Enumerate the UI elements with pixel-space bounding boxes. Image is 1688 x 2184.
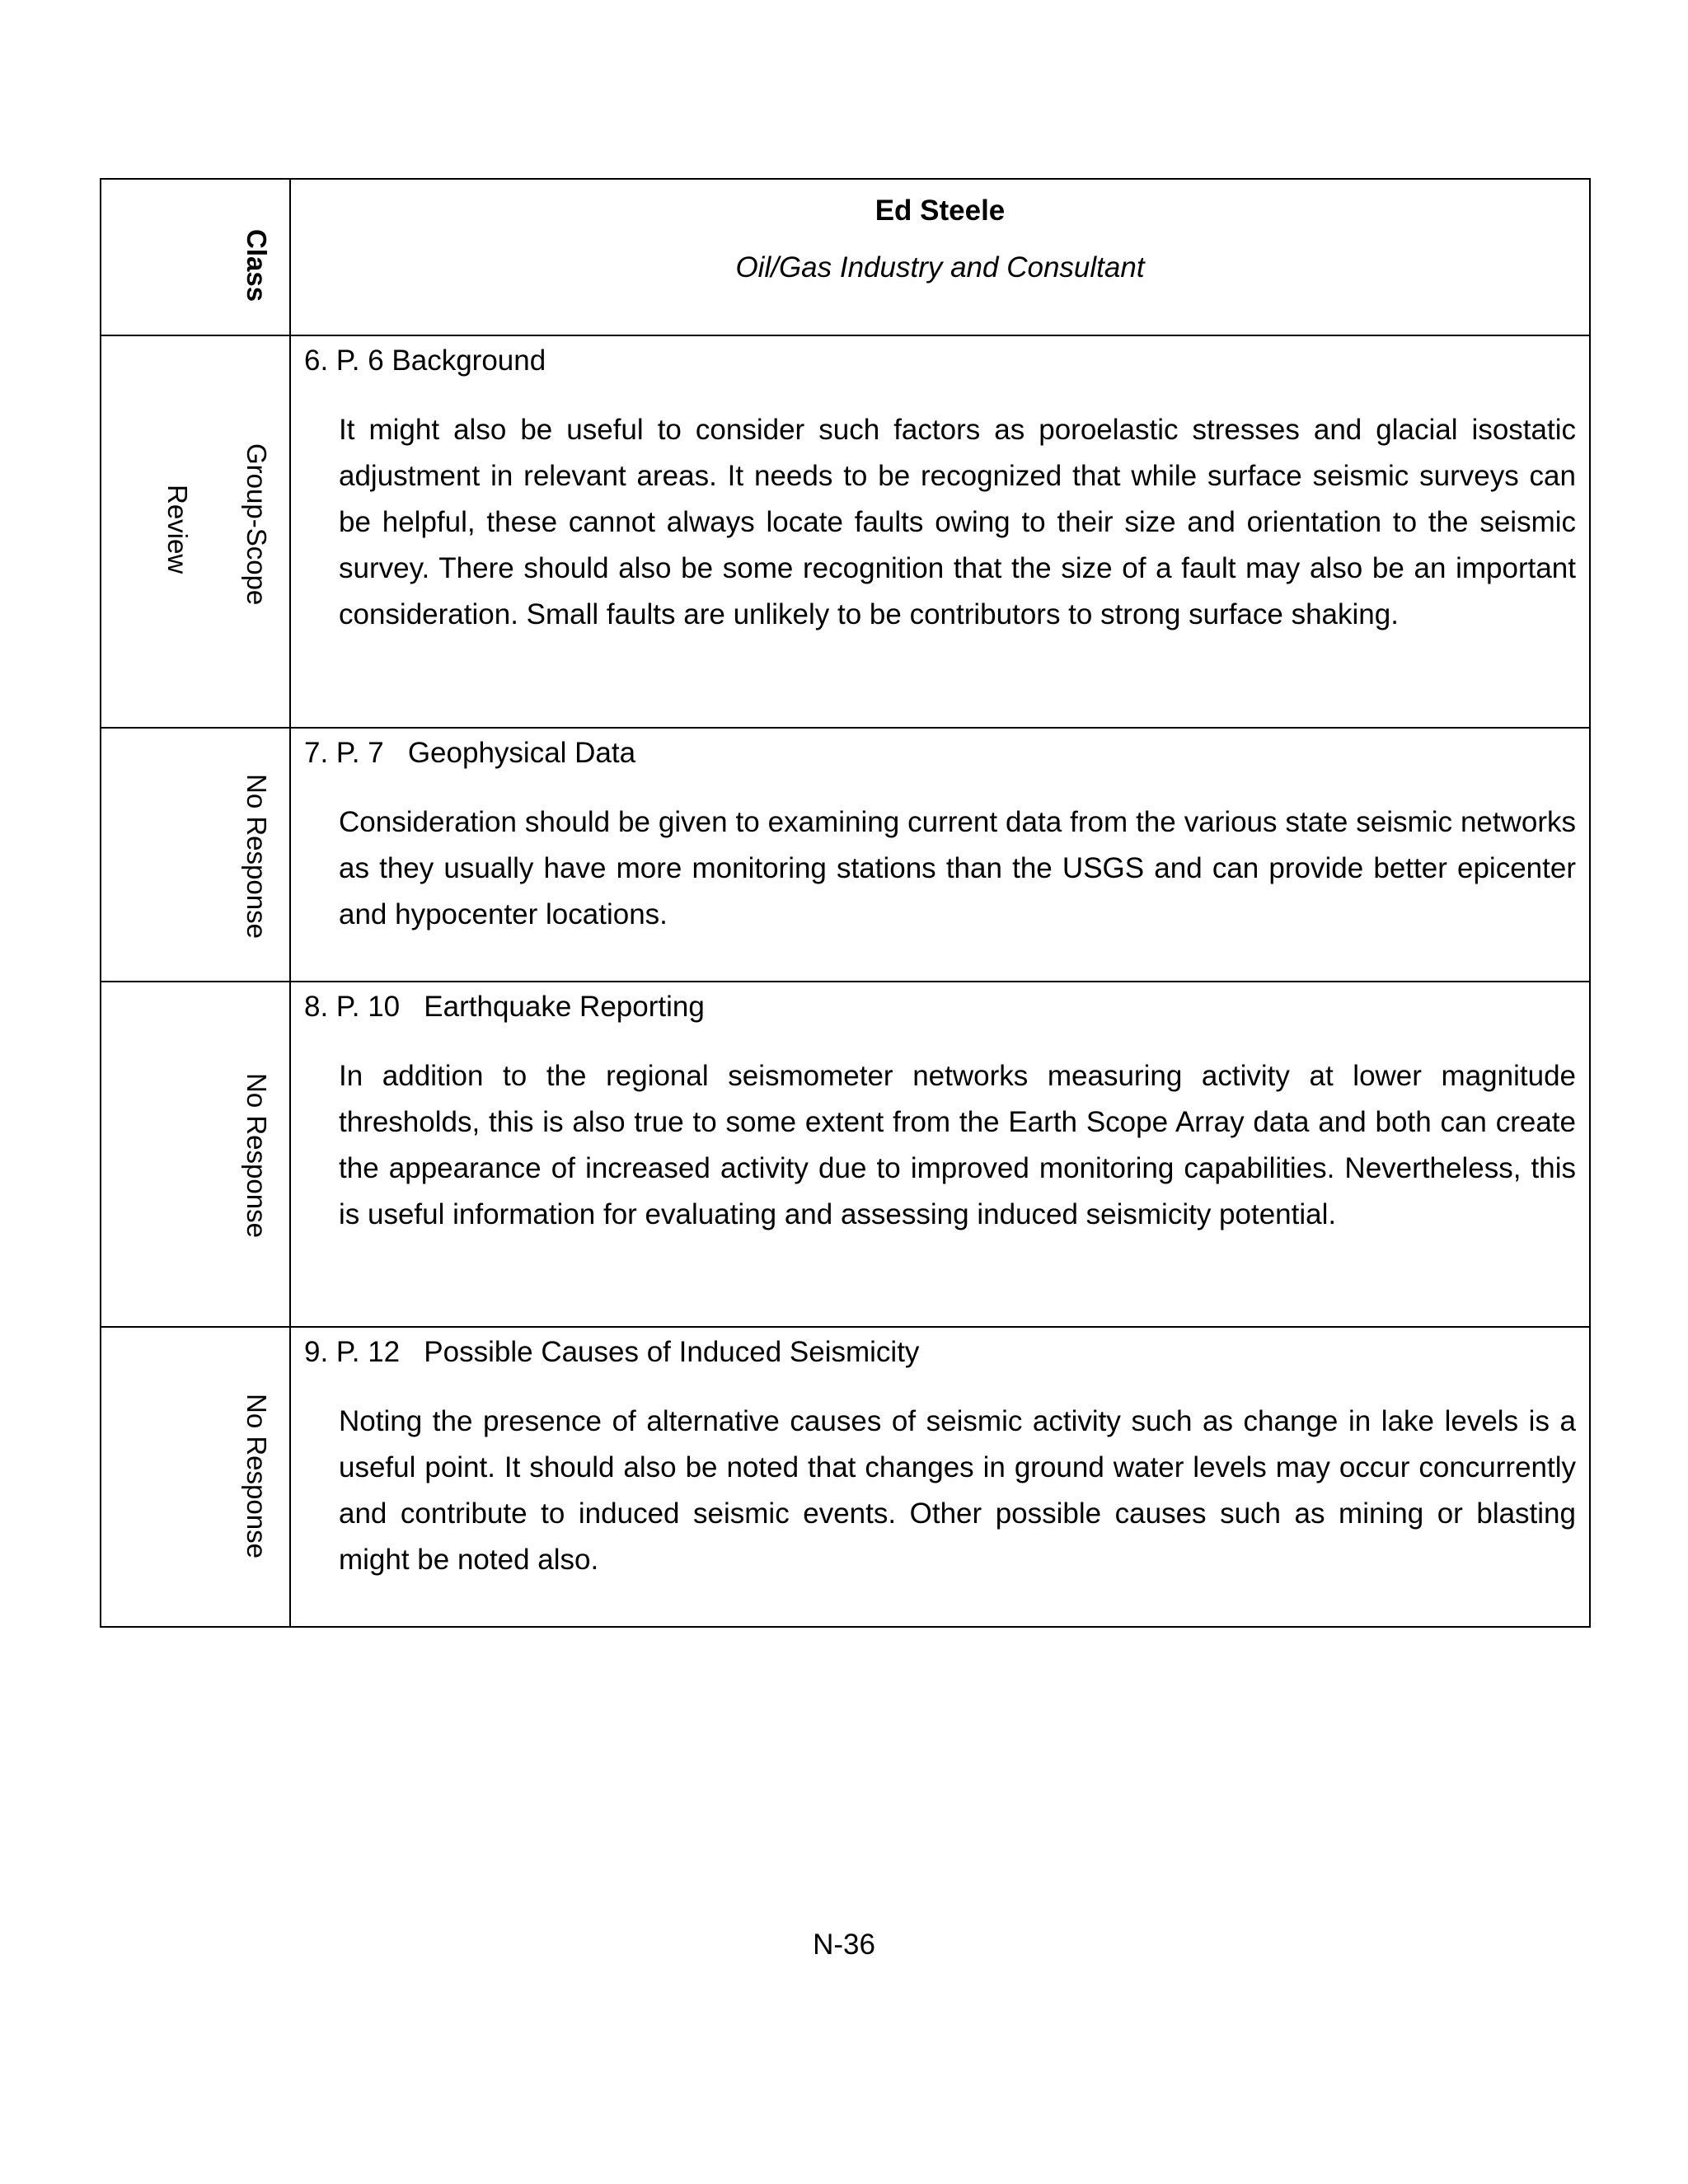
commenter-affiliation: Oil/Gas Industry and Consultant	[735, 251, 1145, 284]
class-header-cell	[101, 179, 290, 335]
class-header-label: Class	[241, 229, 272, 302]
class-label: No Response	[241, 1394, 272, 1558]
comment-heading: 6. P. 6 Background	[304, 344, 546, 377]
class-cell	[101, 728, 290, 982]
comment-body: Noting the presence of alternative causes of seismic activity such as change in lake levels is a useful point. It should also be noted that changes in ground water levels may occur concurrently and contribute to induced seismic events. Other possible causes such as mining or blasting might be noted also.	[339, 1405, 1576, 1576]
commenter-header-cell	[290, 179, 1590, 335]
commenter-name: Ed Steele	[874, 194, 1006, 227]
table-row	[101, 728, 1590, 982]
class-label: No Response	[241, 774, 272, 939]
table-row	[101, 982, 1590, 1327]
table-row	[101, 335, 1590, 728]
comment-heading: 7. P. 7 Geophysical Data	[304, 737, 636, 769]
comment-cell	[290, 728, 1590, 982]
comment-cell	[290, 335, 1590, 728]
page-number: N-36	[813, 1929, 875, 1961]
table-row	[101, 1327, 1590, 1627]
comment-cell	[290, 982, 1590, 1327]
comment-heading: 9. P. 12 Possible Causes of Induced Seismicity	[304, 1336, 920, 1368]
table-header-row	[101, 179, 1590, 335]
comment-heading: 8. P. 10 Earthquake Reporting	[304, 991, 705, 1023]
class-label: Group-Scope	[241, 443, 272, 606]
comment-cell	[290, 1327, 1590, 1627]
class-cell	[101, 335, 290, 728]
comment-body: It might also be useful to consider such factors as poroelastic stresses and glacial isostatic adjustment in relevant areas. It needs to be recognized that while surface seismic surveys can be helpful, these cannot always locate faults owing to their size and orientation to the seismic survey. There should also be some recognition that the size of a fault may also be an important consideration. Small faults are unlikely to be contributors to strong surface shaking.	[339, 414, 1576, 630]
class-cell	[101, 982, 290, 1327]
class-label: No Response	[241, 1073, 272, 1238]
comment-body: Consideration should be given to examining current data from the various state seismic networks as they usually have more monitoring stations than the USGS and can provide better epicenter and hypocenter locations.	[339, 806, 1576, 930]
comment-body: In addition to the regional seismometer networks measuring activity at lower magnitude thresholds, this is also true to some extent from the Earth Scope Array data and both can create the appearance of increased activity due to improved monitoring capabilities. Nevertheless, this is useful information for evaluating and assessing induced seismicity potential.	[339, 1060, 1576, 1230]
class-cell	[101, 1327, 290, 1627]
comment-table	[100, 178, 1591, 1628]
class-label-line-2: Review	[162, 485, 193, 574]
